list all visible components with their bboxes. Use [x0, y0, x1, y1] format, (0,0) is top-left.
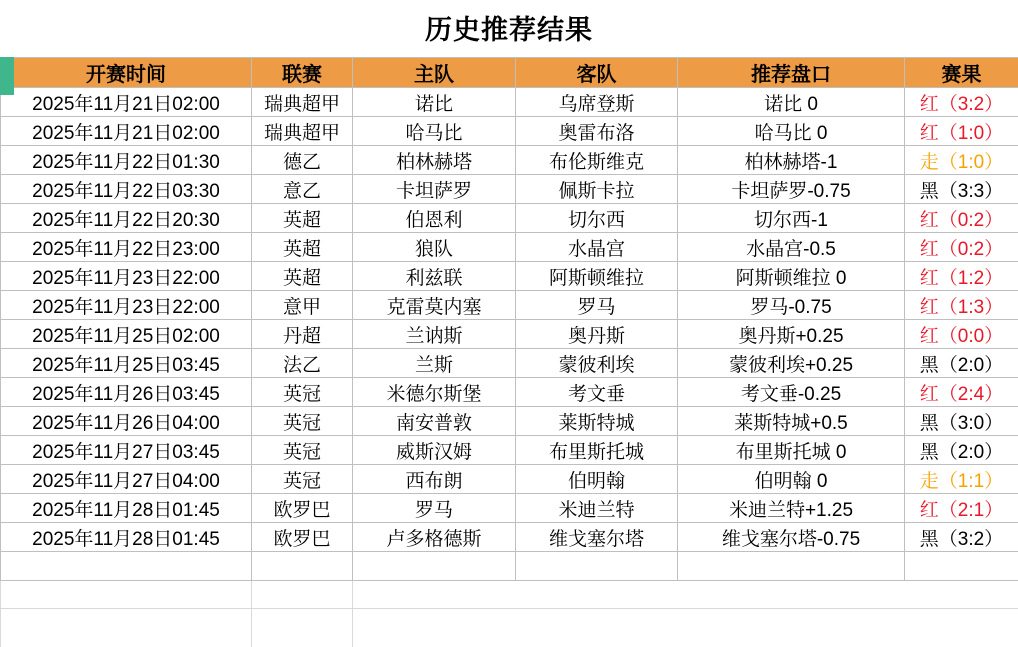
- cell-home-team: 罗马: [353, 494, 516, 523]
- cell-league: 英超: [252, 204, 353, 233]
- cell-league: 瑞典超甲: [252, 117, 353, 146]
- cell-league: 英超: [252, 233, 353, 262]
- cell-handicap: 切尔西-1: [678, 204, 905, 233]
- cell-result: 红（0:2）: [905, 233, 1018, 262]
- cell-result: 红（0:0）: [905, 320, 1018, 349]
- column-header-result: 赛果: [905, 58, 1018, 88]
- table-row-blank: [1, 552, 1018, 581]
- cell-result: 红（1:2）: [905, 262, 1018, 291]
- table-row[interactable]: [1, 291, 1018, 320]
- grid-vline: [352, 581, 353, 647]
- table-row[interactable]: [1, 407, 1018, 436]
- cell-away-team: 蒙彼利埃: [516, 349, 678, 378]
- cell-home-team: 利兹联: [353, 262, 516, 291]
- cell-time: 2025年11月27日04:00: [1, 465, 252, 494]
- cell-result: 红（1:0）: [905, 117, 1018, 146]
- cell-league: 德乙: [252, 146, 353, 175]
- cell-league: 意甲: [252, 291, 353, 320]
- cell-away-team: 考文垂: [516, 378, 678, 407]
- cell-result: 黑（2:0）: [905, 436, 1018, 465]
- results-sheet: [0, 57, 1018, 647]
- cell-result: 黑（2:0）: [905, 349, 1018, 378]
- cell-home-team: 兰讷斯: [353, 320, 516, 349]
- cell-handicap: 维戈塞尔塔-0.75: [678, 523, 905, 552]
- cell-league: 英冠: [252, 378, 353, 407]
- cell-away-team: 佩斯卡拉: [516, 175, 678, 204]
- cell-handicap: 米迪兰特+1.25: [678, 494, 905, 523]
- column-header-away-team: 客队: [516, 58, 678, 88]
- cell-away-team: 维戈塞尔塔: [516, 523, 678, 552]
- cell-result: 走（1:0）: [905, 146, 1018, 175]
- cell-result: 黑（3:0）: [905, 407, 1018, 436]
- cell-result: 红（2:1）: [905, 494, 1018, 523]
- cell-result: 红（0:2）: [905, 204, 1018, 233]
- table-row[interactable]: [1, 523, 1018, 552]
- cell-away-team: 切尔西: [516, 204, 678, 233]
- cell-handicap: 莱斯特城+0.5: [678, 407, 905, 436]
- table-body: [1, 88, 1018, 581]
- empty-sheet-area: [0, 581, 1018, 647]
- cell-league: 英冠: [252, 436, 353, 465]
- cell-league: 法乙: [252, 349, 353, 378]
- cell-handicap: 蒙彼利埃+0.25: [678, 349, 905, 378]
- page-title: 历史推荐结果: [0, 0, 1018, 57]
- table-header-row: [1, 58, 1018, 88]
- cell-away-team: 奥丹斯: [516, 320, 678, 349]
- cell-away-team: 布伦斯维克: [516, 146, 678, 175]
- column-header-league: 联赛: [252, 58, 353, 88]
- cell-home-team: 柏林赫塔: [353, 146, 516, 175]
- cell-time: 2025年11月26日04:00: [1, 407, 252, 436]
- cell-handicap: 水晶宫-0.5: [678, 233, 905, 262]
- cell-time: 2025年11月21日02:00: [1, 117, 252, 146]
- cell-home-team: 南安普敦: [353, 407, 516, 436]
- grid-hline: [0, 608, 1018, 609]
- cell-home-team: 西布朗: [353, 465, 516, 494]
- cell-home-team: 米德尔斯堡: [353, 378, 516, 407]
- column-header-home-team: 主队: [353, 58, 516, 88]
- cell-time: 2025年11月23日22:00: [1, 291, 252, 320]
- cell-blank: [252, 552, 353, 581]
- cell-league: 瑞典超甲: [252, 88, 353, 117]
- cell-blank: [905, 552, 1018, 581]
- cell-handicap: 阿斯顿维拉 0: [678, 262, 905, 291]
- cell-away-team: 莱斯特城: [516, 407, 678, 436]
- cell-time: 2025年11月22日20:30: [1, 204, 252, 233]
- cell-away-team: 伯明翰: [516, 465, 678, 494]
- cell-time: 2025年11月23日22:00: [1, 262, 252, 291]
- table-row[interactable]: [1, 378, 1018, 407]
- cell-time: 2025年11月26日03:45: [1, 378, 252, 407]
- cell-home-team: 诺比: [353, 88, 516, 117]
- cell-blank: [678, 552, 905, 581]
- cell-away-team: 乌席登斯: [516, 88, 678, 117]
- grid-vline: [251, 581, 252, 647]
- table-row[interactable]: [1, 88, 1018, 117]
- cell-away-team: 阿斯顿维拉: [516, 262, 678, 291]
- cell-league: 欧罗巴: [252, 494, 353, 523]
- cell-time: 2025年11月21日02:00: [1, 88, 252, 117]
- grid-vline: [0, 581, 1, 647]
- cell-result: 黑（3:3）: [905, 175, 1018, 204]
- cell-result: 红（3:2）: [905, 88, 1018, 117]
- table-row[interactable]: [1, 204, 1018, 233]
- cell-handicap: 伯明翰 0: [678, 465, 905, 494]
- cell-home-team: 伯恩利: [353, 204, 516, 233]
- cell-handicap: 哈马比 0: [678, 117, 905, 146]
- cell-result: 走（1:1）: [905, 465, 1018, 494]
- cell-blank: [353, 552, 516, 581]
- table-row[interactable]: [1, 465, 1018, 494]
- cell-home-team: 克雷莫内塞: [353, 291, 516, 320]
- cell-time: 2025年11月22日03:30: [1, 175, 252, 204]
- table-row[interactable]: [1, 146, 1018, 175]
- cell-handicap: 奥丹斯+0.25: [678, 320, 905, 349]
- column-header-handicap: 推荐盘口: [678, 58, 905, 88]
- table-row[interactable]: [1, 262, 1018, 291]
- row-selection-marker: [0, 57, 14, 95]
- cell-home-team: 卢多格德斯: [353, 523, 516, 552]
- cell-away-team: 布里斯托城: [516, 436, 678, 465]
- table-row[interactable]: [1, 233, 1018, 262]
- cell-league: 意乙: [252, 175, 353, 204]
- table-row[interactable]: [1, 117, 1018, 146]
- cell-away-team: 米迪兰特: [516, 494, 678, 523]
- cell-handicap: 诺比 0: [678, 88, 905, 117]
- cell-home-team: 卡坦萨罗: [353, 175, 516, 204]
- cell-handicap: 布里斯托城 0: [678, 436, 905, 465]
- column-header-time: 开赛时间: [1, 58, 252, 88]
- cell-handicap: 卡坦萨罗-0.75: [678, 175, 905, 204]
- cell-time: 2025年11月28日01:45: [1, 494, 252, 523]
- cell-result: 红（2:4）: [905, 378, 1018, 407]
- cell-handicap: 罗马-0.75: [678, 291, 905, 320]
- cell-home-team: 威斯汉姆: [353, 436, 516, 465]
- cell-blank: [516, 552, 678, 581]
- cell-away-team: 水晶宫: [516, 233, 678, 262]
- table-row[interactable]: [1, 320, 1018, 349]
- table-row[interactable]: [1, 175, 1018, 204]
- cell-home-team: 狼队: [353, 233, 516, 262]
- cell-league: 英冠: [252, 465, 353, 494]
- cell-handicap: 柏林赫塔-1: [678, 146, 905, 175]
- table-row[interactable]: [1, 436, 1018, 465]
- cell-league: 英超: [252, 262, 353, 291]
- cell-away-team: 奥雷布洛: [516, 117, 678, 146]
- table-row[interactable]: [1, 349, 1018, 378]
- cell-result: 黑（3:2）: [905, 523, 1018, 552]
- table-row[interactable]: [1, 494, 1018, 523]
- cell-time: 2025年11月27日03:45: [1, 436, 252, 465]
- cell-home-team: 哈马比: [353, 117, 516, 146]
- cell-time: 2025年11月28日01:45: [1, 523, 252, 552]
- cell-time: 2025年11月25日03:45: [1, 349, 252, 378]
- cell-league: 丹超: [252, 320, 353, 349]
- cell-result: 红（1:3）: [905, 291, 1018, 320]
- cell-away-team: 罗马: [516, 291, 678, 320]
- history-results-table: [0, 57, 1018, 581]
- cell-league: 欧罗巴: [252, 523, 353, 552]
- cell-home-team: 兰斯: [353, 349, 516, 378]
- cell-time: 2025年11月25日02:00: [1, 320, 252, 349]
- cell-blank: [1, 552, 252, 581]
- cell-league: 英冠: [252, 407, 353, 436]
- cell-time: 2025年11月22日23:00: [1, 233, 252, 262]
- cell-handicap: 考文垂-0.25: [678, 378, 905, 407]
- cell-time: 2025年11月22日01:30: [1, 146, 252, 175]
